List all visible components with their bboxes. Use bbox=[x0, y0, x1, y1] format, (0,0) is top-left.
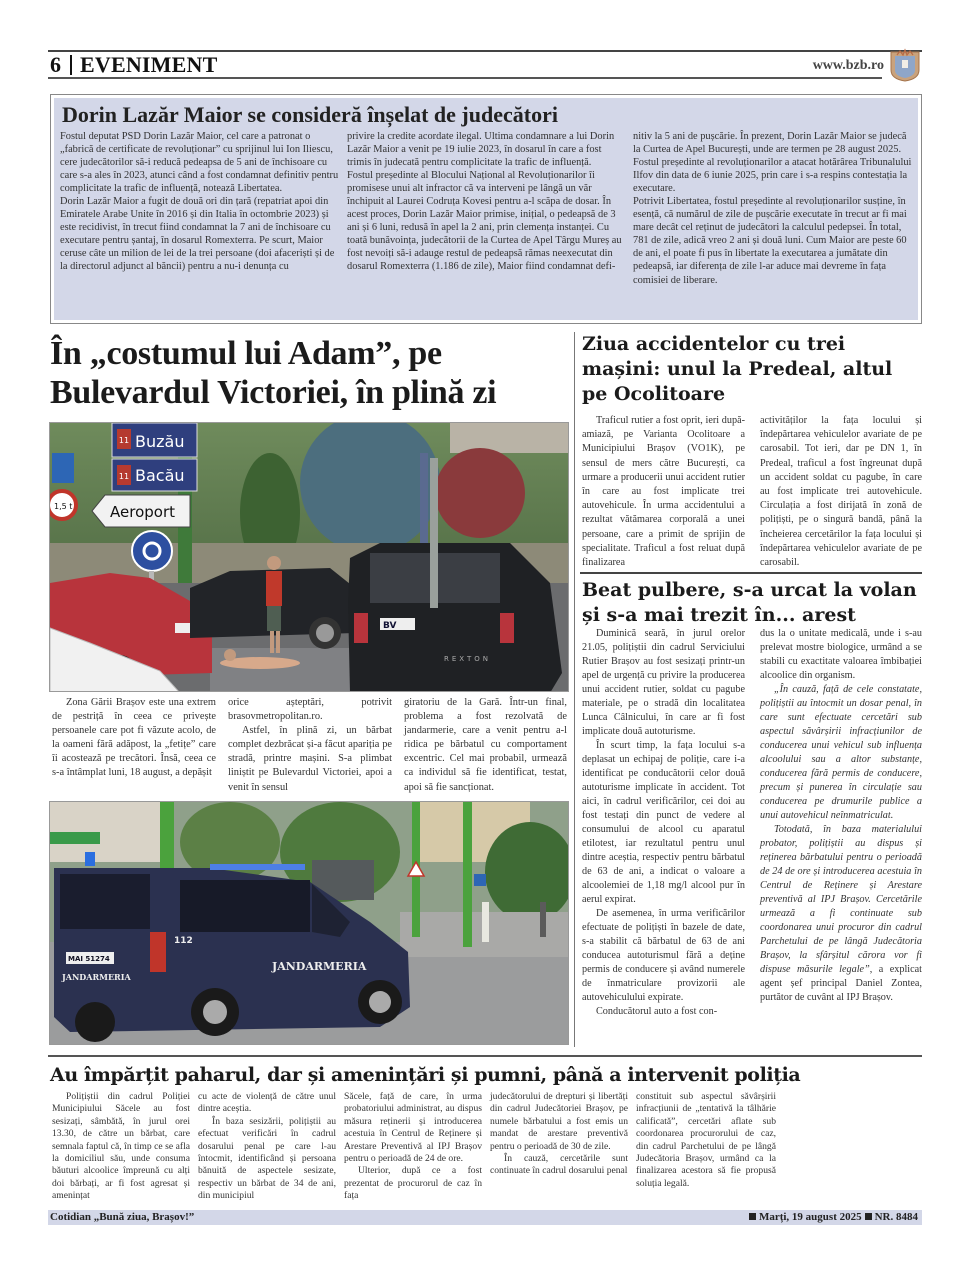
paragraph: nitiv la 5 ani de pușcărie. În prezent, Dorin Lazăr Maior se judecă la Curtea de Apel București, unde are termen pe 28 august 2025. Fostul președinte al revoluționarilor a atacat hotărârea Tribunalului Ilfov din data de 6 iunie 2025, prin care i s-a respins contestația la executare. bbox=[633, 131, 912, 195]
drunk-driver-article-column bbox=[760, 627, 922, 1005]
sign-aeroport: Aeroport bbox=[110, 503, 175, 521]
road-number: 11 bbox=[118, 436, 130, 445]
paragraph: În baza sesizării, polițiștii au efectuat verificări în cadrul dosarului penal pe care l-au întocmit, identificând și persoana bănuită de aspectele sesizate, respectiv un bărbat de 34 de ani, din municipiul bbox=[198, 1115, 336, 1202]
paragraph: judecătorului de drepturi și libertăți din cadrul Judecătoriei Brașov, pe numele bărbatului a fost emis un mandat de arestare preventivă pentru o perioadă de 30 de zile. bbox=[490, 1091, 628, 1152]
quote-paragraph bbox=[760, 823, 922, 1005]
car-brand: REXTON bbox=[444, 655, 491, 663]
van-phone: 112 bbox=[174, 936, 193, 946]
van-label-rear: JANDARMERIA bbox=[62, 972, 131, 982]
paragraph: Ulterior, după ce a fost prezentat de procurorul de caz în fața bbox=[344, 1165, 482, 1202]
lead-article-column bbox=[60, 130, 340, 274]
photo-illustration bbox=[50, 802, 569, 1045]
page-header bbox=[48, 48, 922, 80]
paragraph: Fostul președinte al Blocului Național al Revoluționarilor îi promisese unui alt infractor că va interveni pe lângă un văr închipuit al Laurei Codruța Kovesi pentru a-l scăpa de dosar. În acest proces, Dorin Lazăr Maior primise, inițial, o pedeapsă de 3 ani și 6 luni, redusă în apel la 2 ani, prin clemența instanței. Cu toată bunăvoința, judecătorii de la Curtea de Apel Târgu Mureș au fost nevoiți să-i adauge restul de pedeapsă rămas neexecutat din dosarul Romexterra (1.186 de zile), Maior fiind condamnat defi- bbox=[347, 170, 622, 273]
paragraph: Zona Gării Brașov este una extrem de pestriță în ceea ce privește persoanele care pot fi văzute acolo, de la oameni fără adăpost, la „fetițe” care îi acostează pe trecători. Însă, ceea ce s-a întâmplat luni, 18 august, a depășit bbox=[52, 697, 216, 779]
paragraph: Astfel, în plină zi, un bărbat complet dezbrăcat și-a făcut apariția pe stradă, printre mașini. S-a plimbat liniștit pe Bulevardul Victoriei, apoi a venit în sensul bbox=[228, 725, 392, 793]
paragraph: Conducătorul auto a fost con- bbox=[596, 1006, 718, 1017]
van-plate: MAI 51274 bbox=[68, 955, 110, 963]
accident-article-column bbox=[760, 414, 922, 570]
drunk-driver-article-title: Beat pulbere, s-a urcat la volan și s-a mai trezit în... arest bbox=[582, 579, 917, 626]
city-crest-icon bbox=[888, 48, 922, 82]
accident-article-column bbox=[582, 414, 745, 570]
header-separator bbox=[70, 55, 72, 75]
publication-name: Cotidian „Bună ziua, Brașov!” bbox=[50, 1211, 195, 1223]
accident-article-title: Ziua accidentelor cu trei mașini: unul la Predeal, altul pe Ocolitoare bbox=[582, 333, 893, 405]
attribution: , a explicat agent șef principal Daniel Zontea, purtător de cuvânt al IPJ Brașov. bbox=[760, 964, 922, 1003]
section-rule bbox=[580, 572, 922, 574]
weight-sign: 1,5 t bbox=[54, 502, 73, 511]
paragraph: dus la o unitate medicală, unde i s-au prelevat mostre biologice, urmând a se stabili cu exactitate valoarea îmbibației alcoolice din organism. bbox=[760, 628, 922, 681]
paragraph: orice așteptări, potrivit brasovmetropolitan.ro. bbox=[228, 697, 392, 723]
main-article-column bbox=[228, 696, 392, 795]
paragraph: Dorin Lazăr Maior a fugit de două ori din țară (repatriat apoi din Emiratele Arabe Unite în 2016 și din Italia în octombrie 2023) și este recidivist, în trecut fiind condamnat la 7 ani de închisoare cu executare pentru șantaj, în dosarul Romexterra. Pe scurt, Maior ceruse câte un milion de lei de la trei persoane (doi afaceriști și de la directorul adjunct al băncii) pentru a nu-i denunța cu bbox=[60, 196, 335, 273]
square-bullet-icon bbox=[865, 1213, 872, 1220]
sign-bacau: Bacău bbox=[135, 466, 185, 485]
issue-number: NR. 8484 bbox=[874, 1211, 918, 1223]
paragraph: activităților la fața locului și îndepărtarea vehiculelor avariate de pe carosabil. Tot ieri, dar pe DN 1, în Predeal, traficul a fost îngreunat după un accident soldat cu pagube, în care au fost implicate trei autovehicule. Circulația a fost dirijată în zonă de polițiști, pe o singură bandă, până la încheierea cercetărilor la fața locului și îndepărtarea vehiculelor avariate de pe carosabil. bbox=[760, 415, 922, 569]
lead-article-title: Dorin Lazăr Maior se consideră înșelat de judecători bbox=[62, 102, 558, 127]
paragraph: În scurt timp, la fața locului s-a deplasat un echipaj de poliție, care i-a identificat pe conducătorii celor două autoturisme implicate în accident. Tot aici, în cadrul verificărilor, cei doi au fost testați din punct de vedere al consumului de alcool cu aparatul etilotest, iar rezultatul pentru unul dintre aceștia, respectiv pentru bărbatul de 63 de ani, a indicat o valoare a alcoolemiei de 1,18 mg/l alcool pur în aerul expirat. bbox=[582, 740, 745, 905]
road-number: 11 bbox=[118, 472, 130, 481]
bottom-article-column bbox=[344, 1091, 482, 1203]
bottom-article-column bbox=[490, 1091, 628, 1178]
sign-buzau: Buzău bbox=[135, 432, 185, 451]
paragraph: De asemenea, în urma verificărilor efectuate de polițiști în bazele de date, s-a stabilit că bărbatul de 63 de ani conducea autoturismul fără a deține permis de conducere și având numerele de înmatriculare provizorii ale autovehiculului expirate. bbox=[582, 908, 745, 1003]
quote-paragraph: „În cauză, față de cele constatate, polițiștii au întocmit un dosar penal, în care sunt efectuate cercetări sub aspectul săvârșirii infracțiunilor de conducerea unui vehicul sub influența alcoolului sau a altor substanțe, conducerea fără permis de conducere, precum și punerea în circulație sau conducerea pe drumurile publice a unui autovehicul neînmatriculat. bbox=[760, 684, 922, 821]
drunk-driver-article-column bbox=[582, 627, 745, 1019]
paragraph: Polițiștii din cadrul Poliției Municipiului Săcele au fost sesizați, sâmbătă, în jurul orei 13.30, de către un bărbat, care semnala faptul că, în timp ce se afla la domiciliul său, unde consuma băuturi alcoolice împreună cu alți doi bărbați, ar fi fost agresat și amenințat bbox=[52, 1091, 190, 1202]
paragraph: Săcele, față de care, în urma probatoriului administrat, au dispus măsura reținerii și introducerea acestuia în Centrul de Reținere și Arestare Preventivă al IPJ Brașov pentru o perioadă de 24 de ore. bbox=[344, 1091, 482, 1165]
paragraph: Potrivit Libertatea, fostul președinte al revoluționarilor susține, în esență, că numărul de zile de pușcărie executate în trecut ar fi mai mare decât cel reținut de judecători la calculul pedepsei. În total, 781 de zile, adică vreo 2 ani și două luni. Cum Maior are peste 60 de ani, el poate fi pus în libertate la executarea a jumătate din pedeapsă, iar diferența de zile l-ar aduce mai devreme în fața comisiei de liberare. bbox=[633, 196, 907, 286]
van-label-side: JANDARMERIA bbox=[272, 960, 367, 973]
bottom-article-column bbox=[636, 1091, 776, 1190]
issue-date: Marți, 19 august 2025 bbox=[758, 1211, 862, 1223]
section-name: EVENIMENT bbox=[80, 52, 218, 77]
section-rule bbox=[48, 1055, 922, 1057]
photo-gendarmerie-van bbox=[49, 801, 569, 1045]
paragraph: privire la credite acordate ilegal. Ultima condamnare a lui Dorin Lazăr Maior a venit pe 19 iulie 2023, în dosarul în care a fost trimis în judecată pentru complicitate la trafic de influență. bbox=[347, 131, 615, 169]
lead-article-box bbox=[50, 94, 922, 324]
paragraph: Fostul deputat PSD Dorin Lazăr Maior, cel care a patronat o „fabrică de certificate de revoluționar” cu sprijinul lui Ion Iliescu, cere judecătorilor să-i reducă pedeapsa de 5 ani de închisoare cu care s-a ales în 2023, atunci când a fost condamnat definitiv pentru complicitate la trafic de influență, notează Libertatea. bbox=[60, 131, 339, 195]
main-article-title: În „costumul lui Adam”, pe Bulevardul Victoriei, în plină zi bbox=[50, 335, 497, 411]
lead-article-column bbox=[347, 130, 627, 274]
issue-info bbox=[746, 1211, 918, 1224]
square-bullet-icon bbox=[749, 1213, 756, 1220]
photo-illustration bbox=[50, 423, 569, 692]
paragraph: constituit sub aspectul săvârșirii infracțiunii de „tentativă la tâlhărie calificată”, cercetări aflate sub coordonarea procurorului de caz, din cadrul Parchetului de pe lângă Judecătoria Brașov, urmând ca la finalizarea acestora să fie propusă soluția legală. bbox=[636, 1091, 776, 1189]
paragraph: Duminică seară, în jurul orelor 21.05, polițiștii din cadrul Serviciului Rutier Brașov au fost sesizați printr-un apel de urgență cu privire la producerea unui accident rutier, soldat cu pagube materiale, pe o stradă din localitatea Lunca Câlnicului, în care ar fi fost implicate două autoturisme. bbox=[582, 628, 745, 737]
website-link[interactable]: www.bzb.ro bbox=[812, 58, 884, 73]
main-article-column bbox=[404, 696, 567, 795]
paragraph: Traficul rutier a fost oprit, ieri după-amiază, pe Varianta Ocolitoare a Municipiului Brașov (VO1K), pe sensul de mers către București, ca urmare a producerii unui accident rutier în care au fost implicate trei autovehicule. În urma accidentului a rezultat vătămarea corporală a unei persoane, care a primit de sprijin de specialitate. Traficul a fost reluat după finalizarea bbox=[582, 415, 745, 569]
paragraph: cu acte de violență de către unul dintre aceștia. bbox=[198, 1091, 336, 1115]
paragraph: În cauză, cercetările sunt continuate în cadrul dosarului penal bbox=[490, 1153, 628, 1177]
column-divider bbox=[574, 332, 575, 1047]
page-footer bbox=[48, 1210, 922, 1225]
lead-article-column bbox=[633, 130, 915, 287]
quote-text: Totodată, în baza materialului probator, polițiștii au dispus și reținerea bărbatului pentru o perioadă de 24 de ore și introducerea acestuia în Centrul de Reținere și Arestare preventivă al IPJ Brașov. Cercetările urmează a fi continuate sub coordonarea unui procuror din cadrul Parchetului de pe lângă Judecătoria Brașov, la sfârșitul cărora vor fi dispuse măsurile legale” bbox=[760, 824, 922, 975]
main-article-column bbox=[52, 696, 216, 781]
photo-naked-man-boulevard bbox=[49, 422, 569, 692]
paragraph: giratoriu de la Gară. Într-un final, problema a fost rezolvată de jandarmerie, care a venit pentru a-l ridica pe bărbatul cu comportament excentric. Cel mai probabil, urmează ca individul să fie identificat, testat, apoi să fie sancționat. bbox=[404, 697, 567, 793]
page-number: 6 bbox=[50, 52, 61, 77]
bottom-article-title: Au împărțit paharul, dar și amenințări și pumni, până a intervenit poliția bbox=[50, 1064, 801, 1086]
bottom-article-column bbox=[52, 1091, 190, 1203]
plate-bv: BV bbox=[383, 621, 397, 631]
bottom-article-column bbox=[198, 1091, 336, 1203]
header-bottom-rule bbox=[48, 77, 882, 79]
